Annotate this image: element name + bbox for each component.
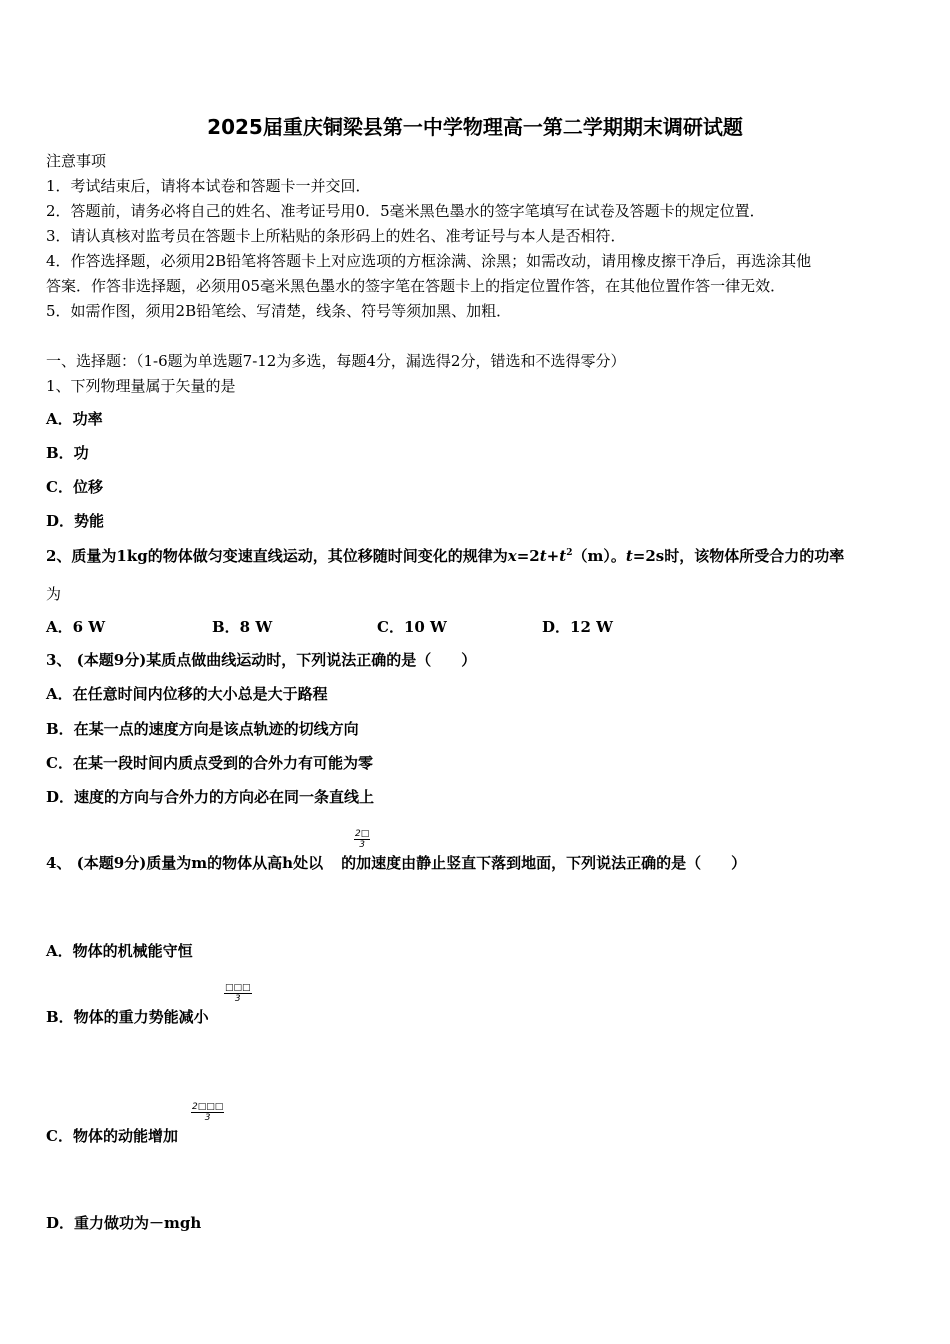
q4-option-c-fraction [191,1102,224,1123]
q4-option-c: C．物体的动能增加 [46,1127,178,1145]
q2-stem-a: 2、质量为1kg的物体做匀变速直线运动，其位移随时间变化的规律为 [46,547,508,565]
q2-stem-t: t [625,547,633,565]
q4-option-b-fraction [224,983,252,1004]
fraction-denominator: 3 [359,840,365,850]
notice-item: 5．如需作图，须用2B铅笔绘、写清楚，线条、符号等须加黑、加粗． [46,302,512,320]
q2-option-c: C．10 W [377,618,447,636]
question-4-stem [46,853,746,873]
q4-acceleration-fraction [354,829,370,850]
fraction-numerator: 2□□□ [192,1102,224,1112]
q1-option-c: C．位移 [46,478,103,496]
notice-item: 1．考试结束后，请将本试卷和答题卡一并交回． [46,177,371,195]
question-2-stem [46,546,844,566]
q3-option-a: A．在任意时间内位移的大小总是大于路程 [46,685,328,703]
q2-formula-t2: t [559,547,567,565]
question-1-stem: 1、下列物理量属于矢量的是 [46,377,236,395]
q2-formula-x: x [507,547,517,565]
notice-item: 4．作答选择题，必须用2B铅笔将答题卡上对应选项的方框涂满、涂黑；如需改动，请用橡皮擦干净后，再选涂其他 [46,252,812,270]
q2-stem-c: =2s时，该物体所受合力的功率 [632,547,845,565]
q2-formula-plus: + [546,547,560,565]
page-title: 2025届重庆铜梁县第一中学物理高一第二学期期末调研试题 [207,115,743,139]
q2-option-d: D．12 W [542,618,613,636]
q3-option-b: B．在某一点的速度方向是该点轨迹的切线方向 [46,720,359,738]
notice-item: 2．答题前，请务必将自己的姓名、准考证号用0．5毫米黑色墨水的签字笔填写在试卷及答题卡的规定位置． [46,202,765,220]
notice-item: 3．请认真核对监考员在答题卡上所粘贴的条形码上的姓名、准考证号与本人是否相符． [46,227,626,245]
q4-stem-b: 的加速度由静止竖直下落到地面，下列说法正确的是（ ） [341,854,747,872]
q2-formula-eq: =2 [516,547,540,565]
section-heading: 一、选择题：（1-6题为单选题7-12为多选，每题4分，漏选得2分，错选和不选得零分） [46,352,626,370]
notice-heading: 注意事项 [46,152,107,170]
q4-option-b: B．物体的重力势能减小 [46,1008,209,1026]
fraction-denominator: 3 [234,994,241,1004]
fraction-denominator: 3 [204,1113,211,1123]
q2-stem-b: （m）。 [572,547,626,565]
q4-stem-a: 4、 (本题9分)质量为m的物体从高h处以 [46,854,324,872]
q3-option-c: C．在某一段时间内质点受到的合外力有可能为零 [46,754,373,772]
question-2-stem-cont: 为 [46,585,62,603]
q2-option-a: A．6 W [46,618,106,636]
fraction-numerator: 2□ [355,829,370,839]
q1-option-a: A．功率 [46,410,103,428]
q4-option-d: D．重力做功为－mgh [46,1214,202,1232]
q2-formula-t1: t [539,547,547,565]
q4-option-a: A．物体的机械能守恒 [46,942,193,960]
q1-option-b: B．功 [46,444,89,462]
q1-option-d: D．势能 [46,512,105,530]
q3-option-d: D．速度的方向与合外力的方向必在同一条直线上 [46,788,375,806]
question-3-stem: 3、 (本题9分)某质点做曲线运动时，下列说法正确的是（ ） [46,651,477,669]
q2-option-b: B．8 W [212,618,273,636]
fraction-numerator: □□□ [225,983,251,993]
q2-formula-exp: 2 [566,548,573,558]
notice-item: 答案．作答非选择题，必须用05毫米黑色墨水的签字笔在答题卡上的指定位置作答，在其他位置作答一律无效． [46,277,786,295]
